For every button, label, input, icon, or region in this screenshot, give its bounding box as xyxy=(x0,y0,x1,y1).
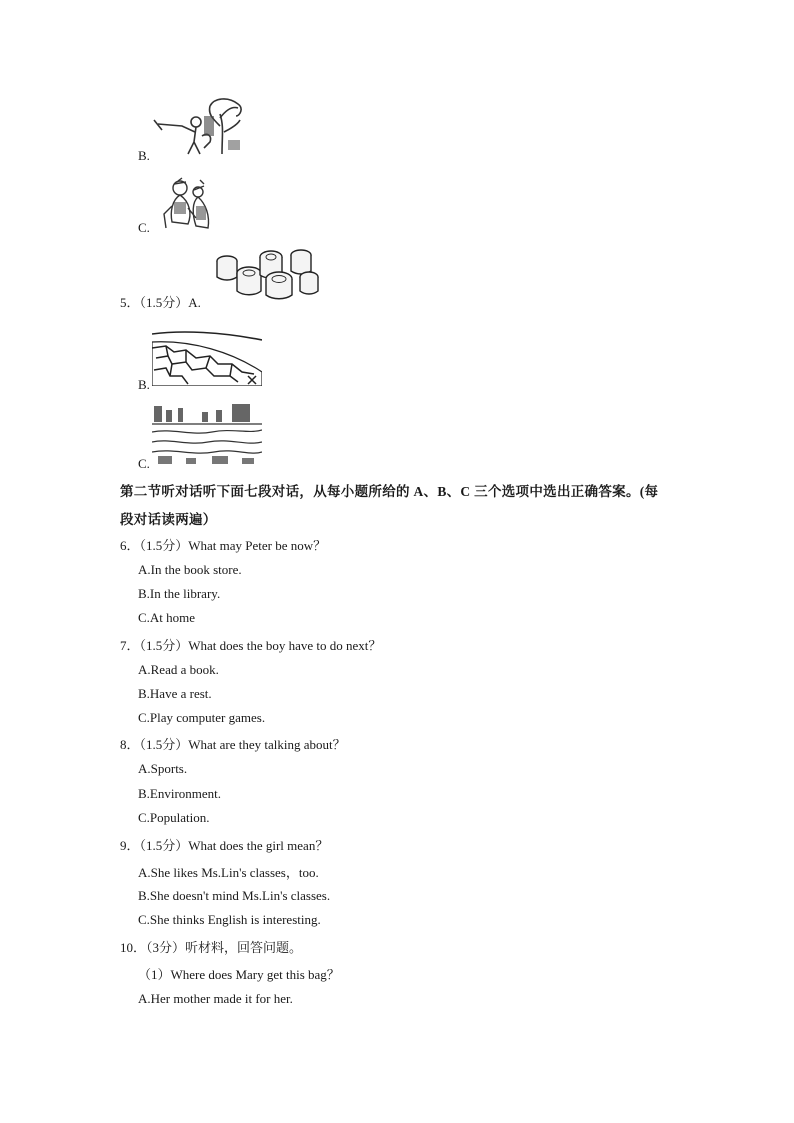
question-8-option-a: A.Sports. xyxy=(138,761,188,776)
section-2-heading-line1: 第二节听对话听下面七段对话，从每小题所给的 A、B、C 三个选项中选出正确答案。(每 xyxy=(120,484,659,499)
tree-chopping-image xyxy=(152,96,244,158)
question-6-option-c: C.At home xyxy=(138,610,196,625)
question-6-option-a: A.In the book store. xyxy=(138,562,242,577)
tree-stumps-image xyxy=(213,243,321,301)
question-9-option-b: B.She doesn't mind Ms.Lin's classes. xyxy=(138,888,331,903)
question-9-option-c: C.She thinks English is interesting. xyxy=(138,912,321,927)
people-crying-image xyxy=(158,176,214,234)
question-8-option-c: C.Population. xyxy=(138,810,210,825)
q5-option-label-c: C. xyxy=(138,456,150,471)
question-7-option-a: A.Read a book. xyxy=(138,662,219,677)
question-5-stem: 5．（1.5分）A. xyxy=(120,295,201,310)
polluted-river-image xyxy=(152,402,262,466)
question-8-stem: 8．（1.5分）What are they talking about？ xyxy=(120,737,346,752)
question-9-option-a: A.She likes Ms.Lin's classes，too. xyxy=(138,865,319,880)
question-7-stem: 7．（1.5分）What does the boy have to do next？ xyxy=(120,638,382,653)
question-10-sub1-option-a: A.Her mother made it for her. xyxy=(138,991,293,1006)
question-7-option-b: B.Have a rest. xyxy=(138,686,212,701)
question-10-stem: 10．（3分）听材料，回答问题。 xyxy=(120,940,303,955)
section-2-heading-line2: 段对话读两遍） xyxy=(120,512,217,527)
q5-option-label-b: B. xyxy=(138,377,150,392)
question-8-option-b: B.Environment. xyxy=(138,786,222,801)
question-10-sub1-stem: （1）Where does Mary get this bag？ xyxy=(138,967,340,982)
option-label-b: B. xyxy=(138,148,150,163)
question-6-stem: 6．（1.5分）What may Peter be now？ xyxy=(120,538,327,553)
question-7-option-c: C.Play computer games. xyxy=(138,710,266,725)
cracked-dry-land-image xyxy=(152,330,262,386)
option-label-c: C. xyxy=(138,220,150,235)
question-6-option-b: B.In the library. xyxy=(138,586,221,601)
question-9-stem: 9．（1.5分）What does the girl mean？ xyxy=(120,838,329,853)
